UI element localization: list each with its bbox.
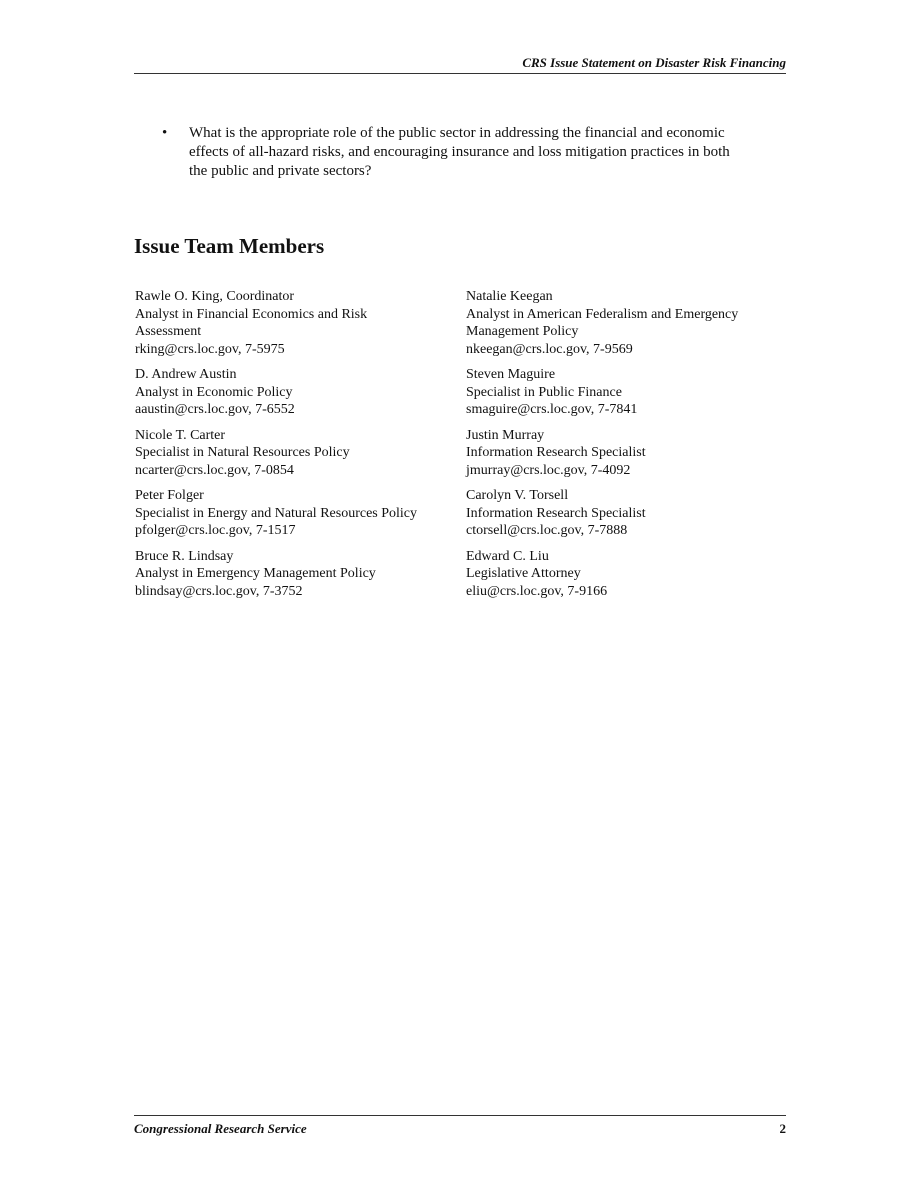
member-entry	[466, 548, 785, 601]
member-name: Justin Murray	[466, 427, 545, 443]
member-entry	[135, 366, 466, 419]
member-title: Analyst in Economic Policy	[135, 384, 293, 400]
member-title: Analyst in Emergency Management Policy	[135, 566, 376, 581]
member-contact: smaguire@crs.loc.gov, 7-7841	[466, 402, 638, 417]
member-name: Steven Maguire	[466, 367, 556, 382]
member-entry	[135, 548, 466, 601]
member-contact: pfolger@crs.loc.gov, 7-1517	[135, 523, 296, 538]
member-contact: nkeegan@crs.loc.gov, 7-9569	[466, 341, 633, 357]
member-entry	[135, 427, 466, 480]
member-title: Analyst in Financial Economics and Risk Assessment	[135, 306, 368, 339]
section-title: Issue Team Members	[134, 234, 325, 258]
member-name: Natalie Keegan	[466, 289, 553, 304]
bullet-item	[162, 124, 742, 181]
page-footer	[134, 1115, 786, 1137]
footer-organization: Congressional Research Service	[134, 1121, 307, 1136]
member-contact: ncarter@crs.loc.gov, 7-0854	[135, 462, 294, 478]
member-entry	[466, 487, 785, 540]
team-members-grid	[135, 288, 785, 608]
member-contact: aaustin@crs.loc.gov, 7-6552	[135, 402, 295, 417]
member-entry	[135, 487, 466, 540]
member-title: Information Research Specialist	[466, 505, 646, 521]
bullet-text: What is the appropriate role of the public sector in addressing the financial and economic effects of all-hazard risks, and encouraging insurance and loss mitigation practices in both the public and private sectors?	[189, 125, 730, 179]
member-title: Specialist in Energy and Natural Resources Policy	[135, 505, 418, 521]
member-title: Specialist in Public Finance	[466, 384, 622, 400]
member-title: Information Research Specialist	[466, 445, 646, 460]
page-number: 2	[779, 1121, 786, 1136]
member-name: Carolyn V. Torsell	[466, 488, 569, 503]
member-name: Peter Folger	[135, 488, 204, 503]
member-name: Nicole T. Carter	[135, 427, 226, 443]
member-entry	[466, 288, 785, 358]
member-entry	[466, 427, 785, 480]
member-name: Bruce R. Lindsay	[135, 548, 234, 564]
bullet-symbol: •	[162, 125, 168, 141]
member-contact: rking@crs.loc.gov, 7-5975	[135, 341, 285, 357]
member-entry	[135, 288, 466, 358]
running-title: CRS Issue Statement on Disaster Risk Financing	[522, 55, 786, 70]
member-contact: ctorsell@crs.loc.gov, 7-7888	[466, 523, 628, 538]
member-entry	[466, 366, 785, 419]
member-title: Specialist in Natural Resources Policy	[135, 445, 350, 460]
member-contact: blindsay@crs.loc.gov, 7-3752	[135, 583, 303, 599]
running-header	[134, 55, 786, 74]
member-name: Rawle O. King, Coordinator	[135, 289, 295, 304]
member-name: D. Andrew Austin	[135, 367, 237, 382]
member-contact: jmurray@crs.loc.gov, 7-4092	[466, 462, 631, 478]
member-title: Legislative Attorney	[466, 566, 581, 581]
member-contact: eliu@crs.loc.gov, 7-9166	[466, 583, 608, 599]
member-name: Edward C. Liu	[466, 548, 549, 564]
member-title: Analyst in American Federalism and Emergency Management Policy	[466, 306, 739, 339]
